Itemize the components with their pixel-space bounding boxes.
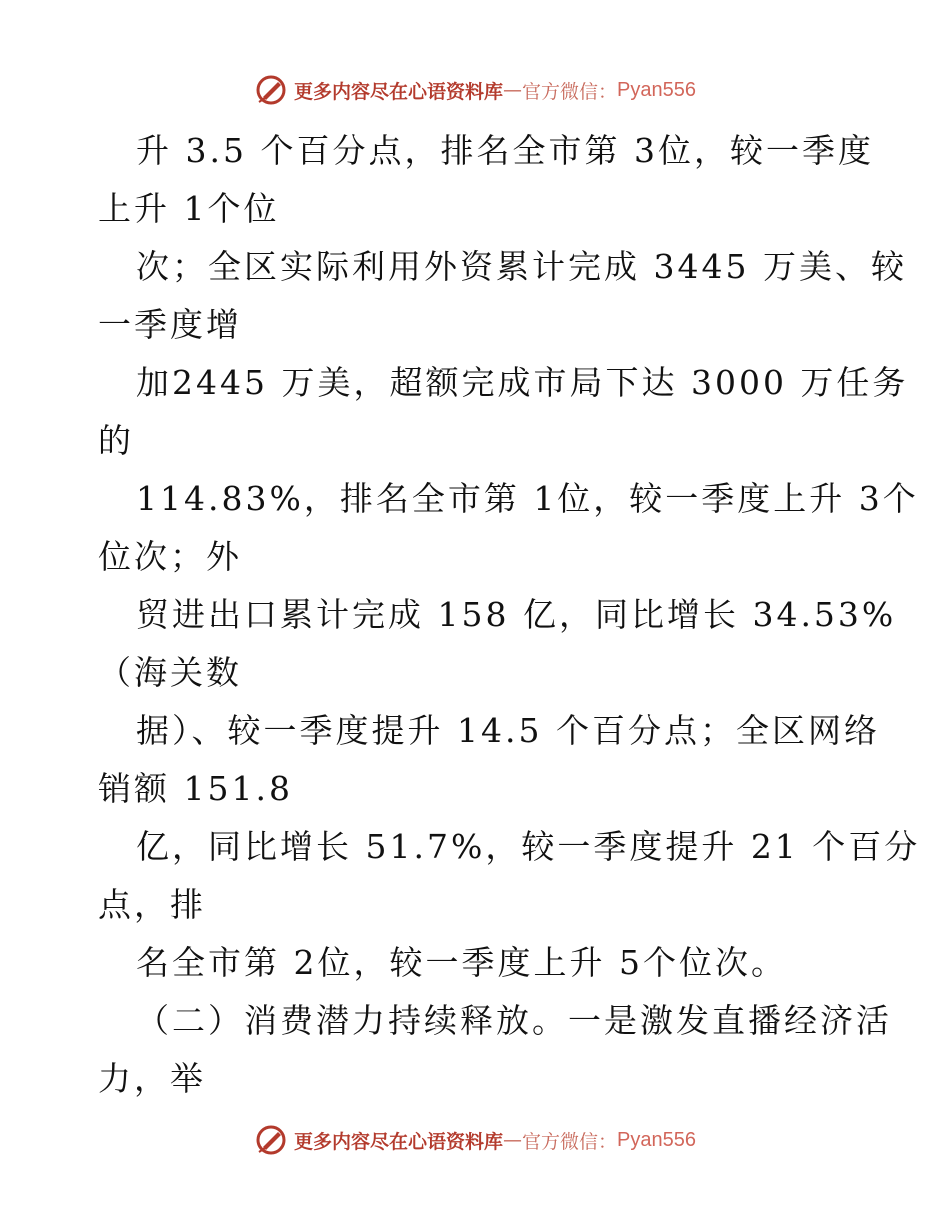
header-banner: [0, 70, 950, 110]
text-line: 力，举: [98, 1059, 206, 1098]
document-body: [98, 122, 921, 1108]
text-line: 升 3.5 个百分点，排名全市第 3位，较一季度: [136, 131, 874, 170]
text-line: 的: [98, 421, 134, 460]
text-line: 点，排: [98, 885, 206, 924]
banner-dash: —: [503, 79, 523, 101]
text-line: 位次；外: [98, 537, 242, 576]
text-line: 加2445 万美，超额完成市局下达 3000 万任务: [136, 363, 909, 402]
banner-wechat-id: Pyan556: [617, 1128, 696, 1151]
text-line: 据）、较一季度提升 14.5 个百分点；全区网络: [136, 711, 880, 750]
banner-suffix: 官方微信：: [522, 80, 618, 103]
banner-wechat-id: Pyan556: [617, 78, 696, 101]
text-line: 上升 1个位: [98, 189, 280, 228]
banner-text: 更多内容尽在心语资料库: [294, 80, 504, 103]
banner-text: 更多内容尽在心语资料库: [294, 1130, 504, 1153]
text-line: 贸进出口累计完成 158 亿，同比增长 34.53%: [136, 595, 897, 634]
text-line: 销额 151.8: [98, 769, 293, 808]
brand-logo-icon: [254, 73, 288, 107]
text-line: 名全市第 2位，较一季度上升 5个位次。: [136, 943, 787, 982]
text-line: 一季度增: [98, 305, 242, 344]
text-line: 亿，同比增长 51.7%，较一季度提升 21 个百分: [136, 827, 921, 866]
text-line: 次；全区实际利用外资累计完成 3445 万美、较: [136, 247, 907, 286]
footer-banner: [0, 1120, 950, 1160]
brand-logo-icon: [254, 1123, 288, 1157]
text-line: （二）消费潜力持续释放。一是激发直播经济活: [136, 1001, 892, 1040]
text-line: 114.83%，排名全市第 1位，较一季度上升 3个: [136, 479, 919, 518]
banner-suffix: 官方微信：: [522, 1130, 618, 1153]
text-line: （海关数: [98, 653, 242, 692]
banner-dash: —: [503, 1129, 523, 1151]
